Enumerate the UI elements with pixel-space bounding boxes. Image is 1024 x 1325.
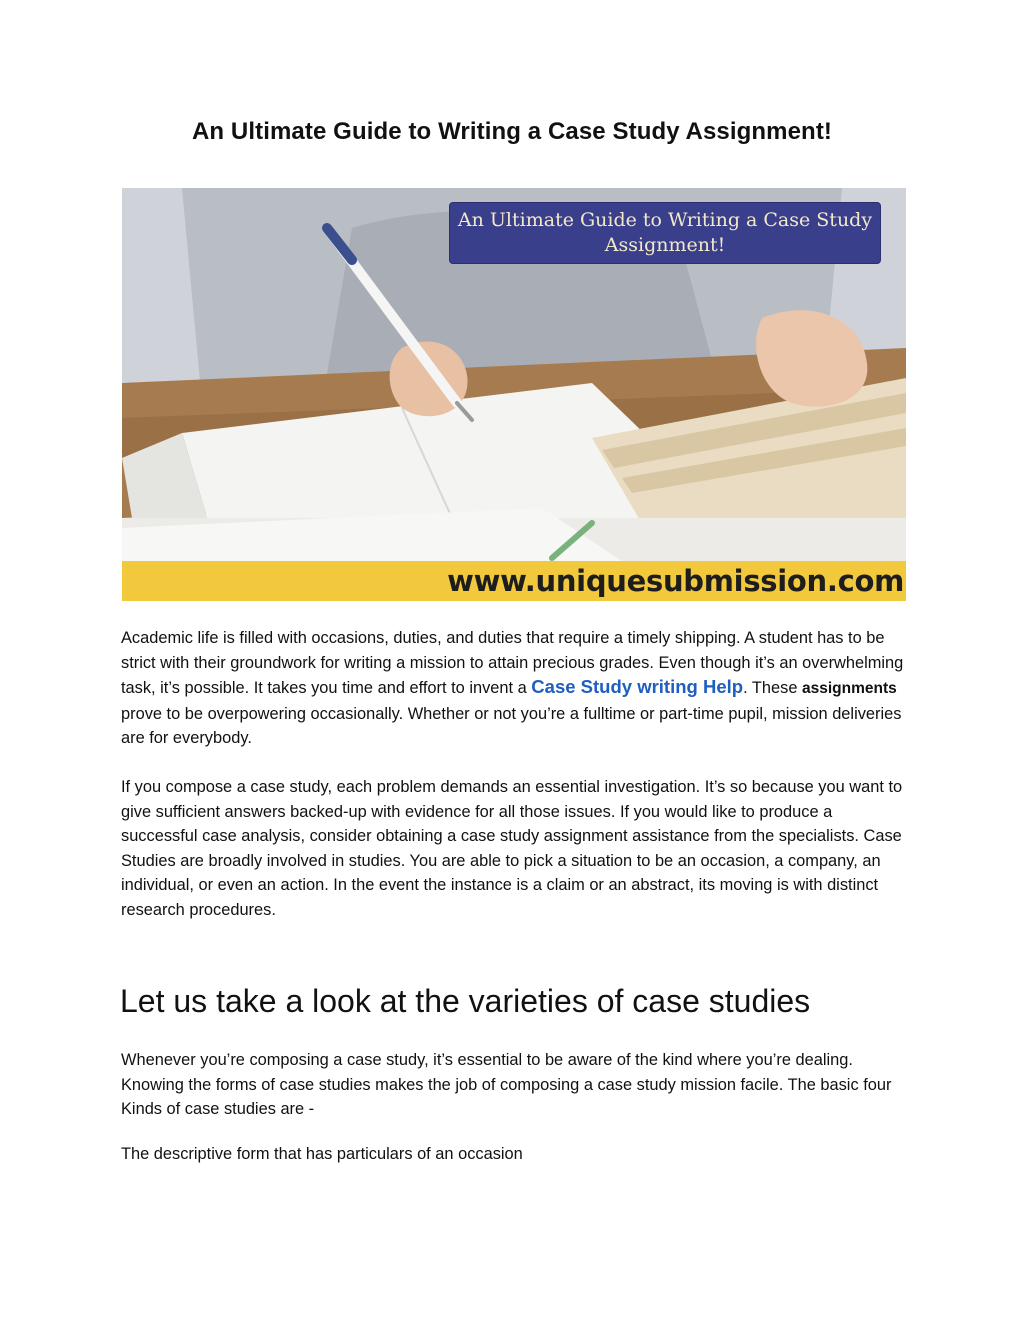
- hero-image: [122, 188, 906, 601]
- intro-bold-assignments: assignments: [801, 680, 897, 697]
- hero-banner: [449, 202, 881, 264]
- intro-text-3: prove to be overpowering occasionally. Whether or not you’re a fulltime or part-time pupil, mission deliveries are for everybody.: [121, 704, 902, 747]
- hero-banner-line-2: Assignment!: [604, 234, 726, 256]
- hero-url-text: www.uniquesubmission.com: [447, 564, 904, 598]
- intro-paragraph: [121, 626, 911, 751]
- hero-url-bar: [122, 561, 906, 601]
- intro-text-1: Academic life is filled with occasions, duties, and duties that require a timely shipping. A student has to be strict with their groundwork for writing a mission to attain precious grades. Even though it’s an overwhelming task, it’s possible. It takes you time and effort to invent a: [121, 629, 904, 697]
- case-study-help-link[interactable]: Case Study writing Help: [531, 676, 744, 697]
- page-title: An Ultimate Guide to Writing a Case Study Assignment!: [191, 118, 833, 145]
- hero-banner-line-1: An Ultimate Guide to Writing a Case Study: [457, 209, 873, 231]
- paragraph-2: If you compose a case study, each problem demands an essential investigation. It’s so because you want to give sufficient answers backed-up with evidence for all those issues. If you would like to produce a successful case analysis, consider obtaining a case study assignment assistance from the specialists. Case Studies are broadly involved in studies. You are able to pick a situation to be an occasion, a company, an individual, or even an action. In the event the instance is a claim or an abstract, its moving is with distinct research procedures.: [121, 778, 903, 919]
- paragraph-3: Whenever you’re composing a case study, it’s essential to be aware of the kind where you’re dealing. Knowing the forms of case studies makes the job of composing a case study mission facile. The basic four Kinds of case studies are -: [121, 1051, 892, 1118]
- section-heading: Let us take a look at the varieties of case studies: [120, 983, 811, 1019]
- intro-text-2: . These: [743, 679, 802, 697]
- paragraph-4: The descriptive form that has particulars of an occasion: [121, 1145, 523, 1163]
